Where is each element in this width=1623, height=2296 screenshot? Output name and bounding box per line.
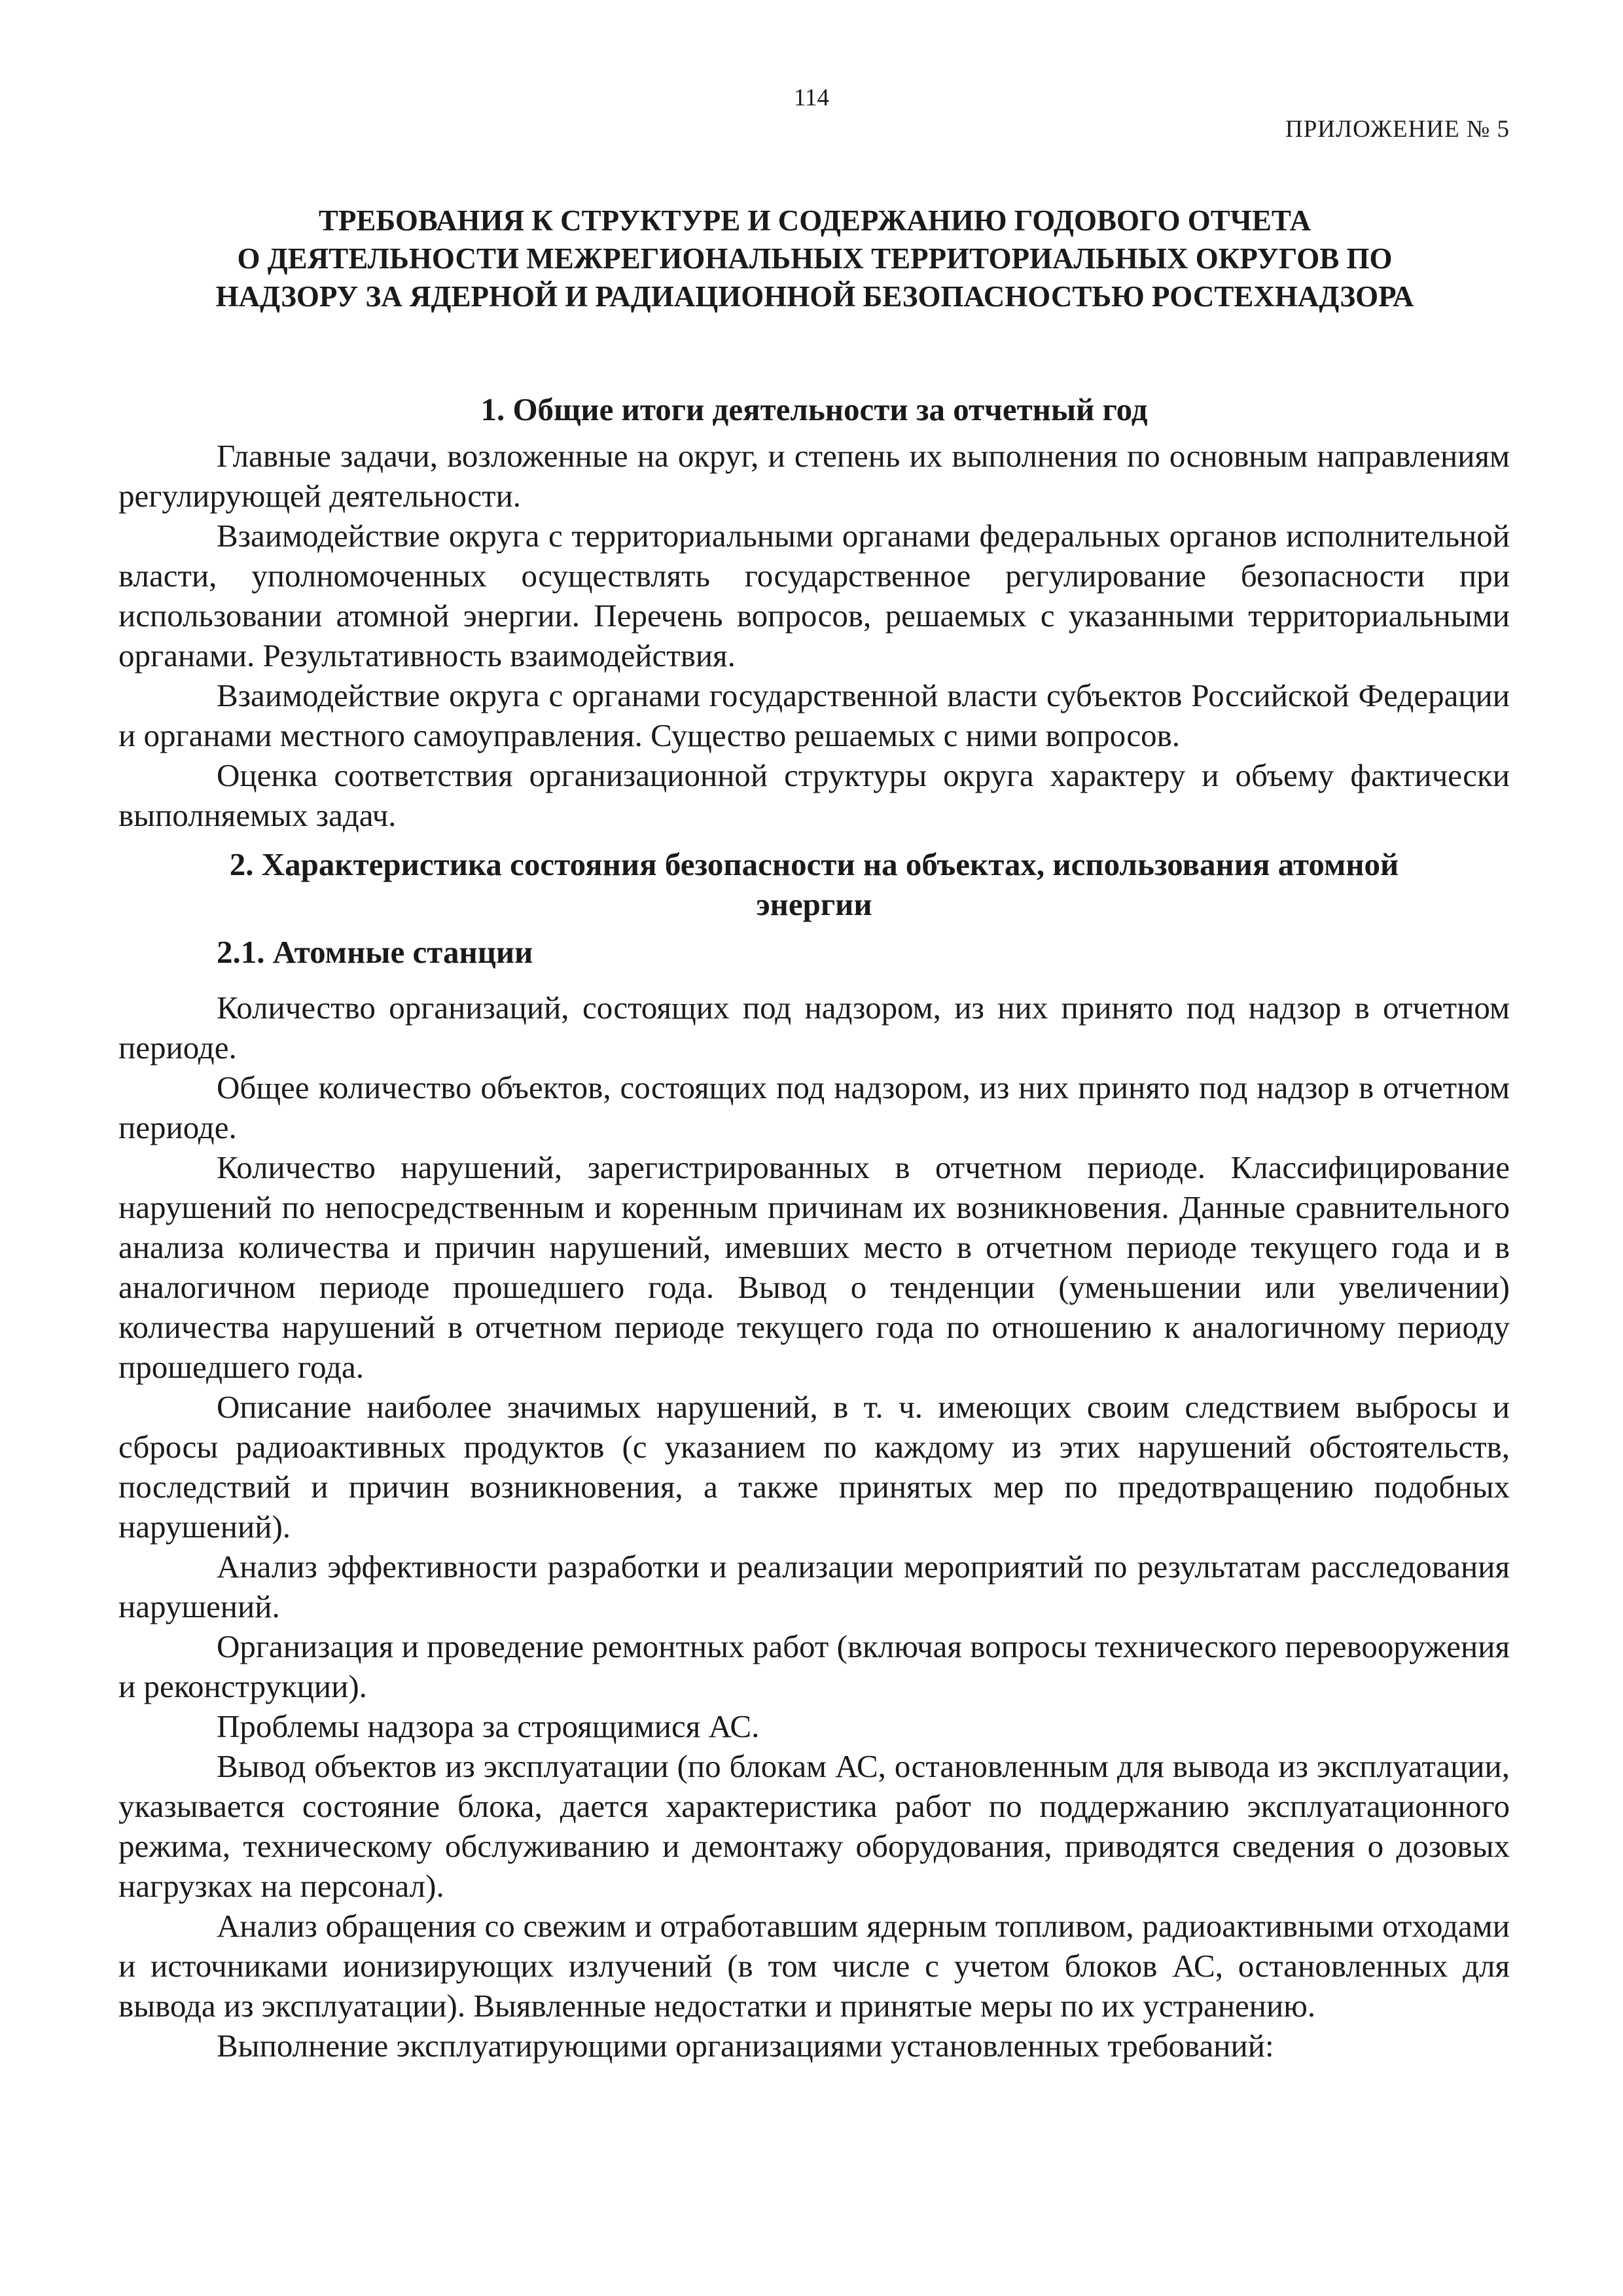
section-2-1-paragraph: Количество нарушений, зарегистрированных в отчетном периоде. Классифицирование нарушений по непосредственным и коренным причинам их возникновения. Данные сравнительного анализа количества и причин нарушений, имевших место в отчетном периоде текущего года и в аналогичном периоде прошедшего года. Вывод о тенденции (уменьшении или увеличении) количества нарушений в отчетном периоде текущего года по отношению к аналогичному периоду прошедшего года. [118, 1149, 1510, 1385]
document-title [118, 202, 1512, 315]
section-2-1-paragraph: Анализ эффективности разработки и реализации мероприятий по результатам расследования нарушений. [118, 1549, 1510, 1624]
title-line-3: НАДЗОРУ ЗА ЯДЕРНОЙ И РАДИАЦИОННОЙ БЕЗОПАСНОСТЬЮ РОСТЕХНАДЗОРА [215, 280, 1414, 313]
page-number: 114 [793, 84, 830, 111]
title-line-1: ТРЕБОВАНИЯ К СТРУКТУРЕ И СОДЕРЖАНИЮ ГОДОВОГО ОТЧЕТА [318, 204, 1311, 237]
section-2-1-paragraph: Проблемы надзора за строящимися АС. [217, 1708, 760, 1744]
title-line-2: О ДЕЯТЕЛЬНОСТИ МЕЖРЕГИОНАЛЬНЫХ ТЕРРИТОРИАЛЬНЫХ ОКРУГОВ ПО [237, 242, 1393, 275]
section-2-1-paragraph: Анализ обращения со свежим и отработавшим ядерным топливом, радиоактивными отходами и источниками ионизирующих излучений (в том числе с учетом блоков АС, остановленных для вывода из эксплуатации). Выявленные недостатки и принятые меры по их устранению. [118, 1908, 1510, 2024]
section-2-1-paragraph: Организация и проведение ремонтных работ (включая вопросы технического перевооружения и реконструкции). [118, 1628, 1510, 1704]
section-2-1-paragraph: Описание наиболее значимых нарушений, в т. ч. имеющих своим следствием выбросы и сбросы радиоактивных продуктов (с указанием по каждому из этих нарушений обстоятельств, последствий и причин возникновения, а также принятых мер по предотвращению подобных нарушений). [118, 1389, 1510, 1545]
section-2-1-paragraph: Выполнение эксплуатирующими организациями установленных требований: [217, 2028, 1274, 2064]
appendix-label: ПРИЛОЖЕНИЕ № 5 [1285, 116, 1510, 143]
section-1-paragraph: Взаимодействие округа с территориальными органами федеральных органов исполнительной власти, уполномоченных осуществлять государственное регулирование безопасности при использовании атомной энергии. Перечень вопросов, решаемых с указанными территориальными органами. Результативность взаимодействия. [118, 518, 1510, 673]
section-1-heading: 1. Общие итоги деятельности за отчетный год [480, 391, 1148, 427]
section-2-1-paragraph: Общее количество объектов, состоящих под надзором, из них принято под надзор в отчетном периоде. [118, 1069, 1510, 1145]
document-body [118, 389, 1510, 2066]
section-1-paragraph: Оценка соответствия организационной структуры округа характеру и объему фактически выполняемых задач. [118, 757, 1510, 833]
section-1-paragraph: Взаимодействие округа с органами государственной власти субъектов Российской Федерации и органами местного самоуправления. Существо решаемых с ними вопросов. [118, 677, 1510, 753]
section-1-paragraph: Главные задачи, возложенные на округ, и степень их выполнения по основным направлениям регулирующей деятельности. [118, 438, 1510, 514]
section-2-heading: 2. Характеристика состояния безопасности на объектах, использования атомной энергии [229, 846, 1399, 922]
section-2-1-paragraph: Количество организаций, состоящих под надзором, из них принято под надзор в отчетном периоде. [118, 990, 1510, 1066]
section-2-1-heading: 2.1. Атомные станции [217, 934, 533, 970]
section-2-1-paragraph: Вывод объектов из эксплуатации (по блокам АС, остановленным для вывода из эксплуатации, указывается состояние блока, дается характеристика работ по поддержанию эксплуатационного режима, техническому обслуживанию и демонтажу оборудования, приводятся сведения о дозовых нагрузках на персонал). [118, 1748, 1510, 1904]
